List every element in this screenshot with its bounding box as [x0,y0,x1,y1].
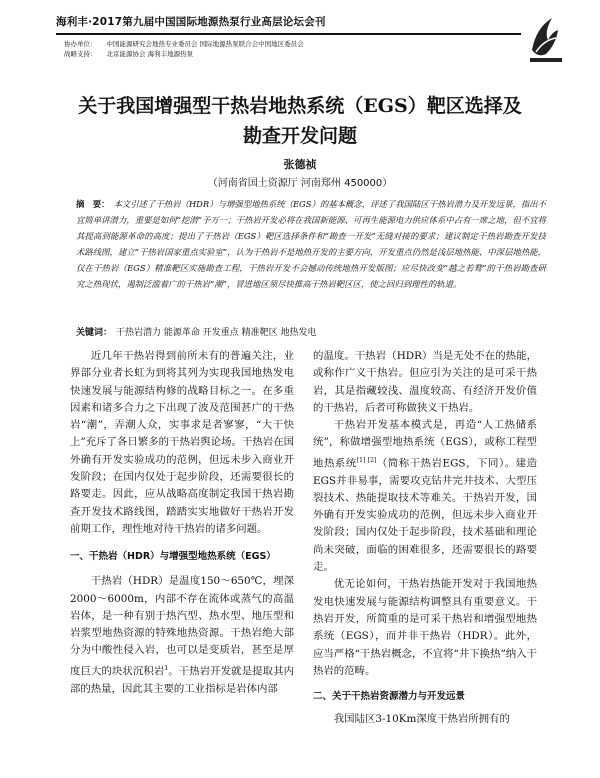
body-column-right [313,348,537,729]
section1-text: 干热岩（HDR）是温度150～650℃，埋深2000～6000m，内部不存在流体或蒸气的高温岩体，是一种有别于热汽型、热水型、地压型和岩浆型地热资源的特殊地热资源。干热岩绝大部分为中酸性侵入岩，也可以是变质岩，甚至是厚度巨大的块状沉积岩 [70,575,294,678]
journal-header [56,14,576,29]
right-paragraph [313,417,537,576]
keywords [76,325,546,338]
abstract [76,197,546,292]
title-line: 关于我国增强型干热岩地热系统（EGS）靶区选择及 [78,95,522,117]
right-paragraph: 优无论如何，干热岩热能开发对于我国地热发电快速发展与能源结构调整具有重要意义。干热岩开发，所简重的是可采干热岩和增强型地热系统（EGS），而并非干热岩（HDR）。此外，应当严格“干热岩概念，不宜将“井下换热”纳入干热岩的范畴。 [313,578,537,677]
organizer-label: 战略支持： [64,50,97,58]
paragraph-text: （简称干热岩EGS，下同）。建造EGS并非易事，需要攻克钻井完井技术、大型压裂技术、热能提取技术等难关。干热岩开发，国外确有开发实验成功的范例，但远未步入商业开发阶段；国内仅处于起步阶段，技术基础和理论尚未突破，面临的困难很多，还需要很长的路要走。 [313,457,538,574]
title-line: 勘查开发问题 [242,125,357,147]
abstract-label: 摘 要： [76,199,110,209]
header-rule [56,33,521,35]
organizer-value: 北京能源协会 海利丰地源热泵 [106,50,194,58]
citation-ref: 1 [164,664,169,672]
paper-title [40,91,560,151]
keywords-label: 关键词： [76,328,113,338]
affiliation: （河南省国土资源厅 河南郑州 450000） [207,178,393,189]
forum-logo-icon [522,10,570,66]
section-heading: 一、干热岩（HDR）与增强型地热系统（EGS） [70,551,276,563]
body-column-left [70,348,294,698]
paragraph-text: 干热岩开发基本模式是，再造“人工热储系统”，称做增强型地热系统（EGS），或称工程型地热系统 [313,419,537,470]
organizer-label: 协办单位： [64,40,97,48]
header-organizers [64,39,304,59]
organizer-row [64,39,304,49]
section1-paragraph [70,573,294,698]
section2-paragraph: 我国陆区3-10Km深度干热岩所拥有的 [333,713,510,726]
journal-title: 海利丰·2017第九届中国国际地源热泵行业高层论坛会刊 [56,16,326,28]
section-heading: 二、关于干热岩资源潜力与开发远景 [313,691,466,703]
section1-tail: 。干热岩开发就是提取其内部的热量，因此其主要的工业指标是岩体内部 [70,665,294,695]
author-name: 张德祯 [283,158,317,171]
organizer-value: 中国能源研究会地热专业委员会 国际地源热泵联合会中国地区委员会 [106,40,304,48]
right-paragraph: 的温度。干热岩（HDR）当是无处不在的热能，或称作广义干热岩。但应引为关注的是可采干热岩，其是指藏较浅、温度较高、有经济开发价值的干热岩，后者可称做狭义干热岩。 [313,350,537,414]
keywords-text: 干热岩潜力 能源革命 开发重点 精准靶区 地热发电 [116,328,317,338]
citation-ref: [1] [2] [356,456,377,464]
abstract-text: 本文引述了干热岩（HDR）与增强型地热系统（EGS）的基本概念，评述了我国陆区干热岩潜力及开发远景，指出不宜简单讲潜力，重要是如何“挖潜”予万一；干热岩开发必将在我国新能源、可再生能源电力供应体系中占有一席之地，但不宜将其提高到能源革命的高度；提出了干热岩（EGS）靶区选择条件和“勘查一开发”无缝对接的要求；建议制定干热岩勘查开发技术路线图，建立“干热岩国家重点实验室”，认为干热岩不是地热开发的主要方向，开发重点仍然是浅层地热能、中深层地热能，仅在干热岩（EGS）精准靶区实施勘查工程，干热岩开发不会撼动传统地热开发版图；应尽快改变“越之若鹜”的干热岩勘查研究之热现状，遏制泛滥着广的干热岩“潮”，冒进地区须尽快推高干热岩靶区区，使之回归到理性的轨道。 [76,199,546,289]
organizer-row [64,49,304,59]
intro-paragraph: 近几年干热岩得到前所未有的普遍关注，业界部分业者长虹为到将其列为实现我国地热发电快速发展与能源结构修的战略目标之一。在多重因素和诸多合力之下出现了波及范围甚广的干热岩“潮”，弄潮人众，实事求是者寥寥，“大干快上”充斥了各日繁多的干热岩舆论场。干热岩在国外确有开发实验成功的范例，但远未步入商业开发阶段；在国内仅处于起步阶段，还需要很长的路要走。因此，应从战略高度制定我国干热岩勘查开发技术路线图，踏踏实实地做好干热岩开发前期工作，理性地对待干热岩的诸多问题。 [70,350,294,535]
